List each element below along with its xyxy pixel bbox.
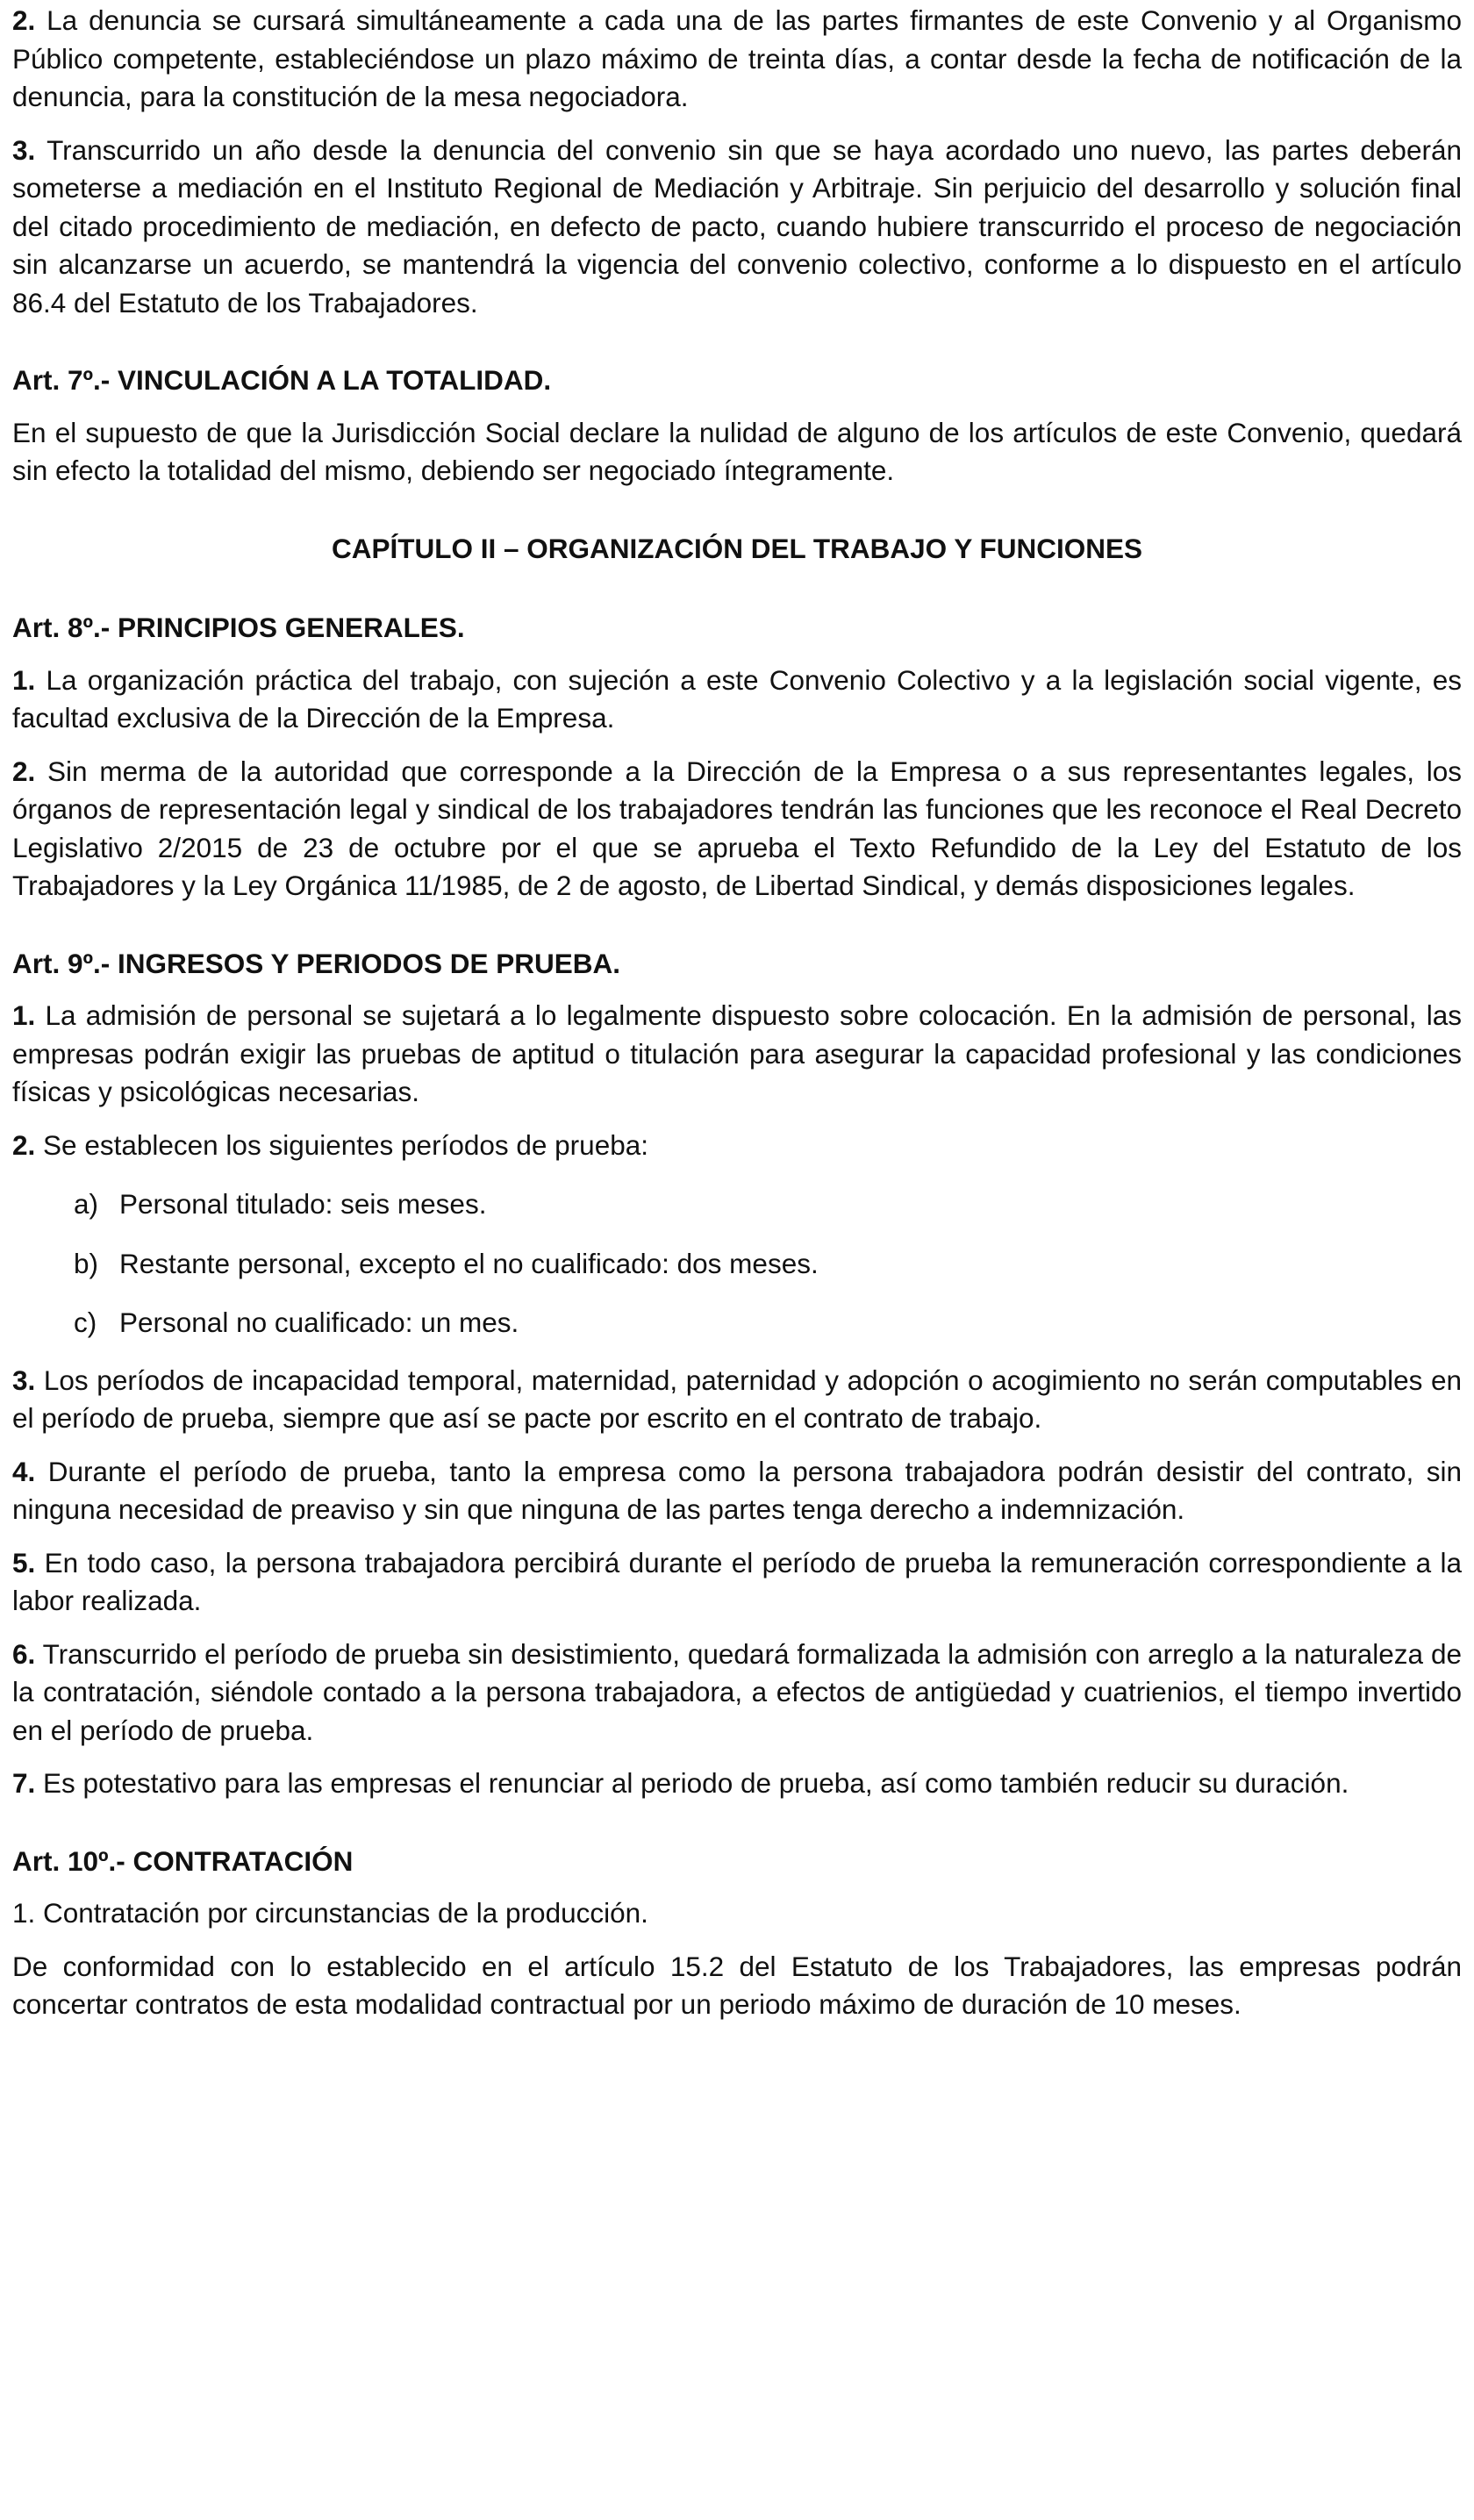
paragraph-number: 4. xyxy=(12,1455,36,1487)
article-8-title: Art. 8º.- PRINCIPIOS GENERALES. xyxy=(12,612,465,643)
article-9-paragraph-1 xyxy=(12,997,1462,1112)
paragraph-number: 1. xyxy=(12,663,36,696)
list-item-text: Personal titulado: seis meses. xyxy=(119,1188,487,1220)
list-item-letter: c) xyxy=(74,1307,97,1338)
article-10-paragraph-2: De conformidad con lo establecido en el artículo 15.2 del Estatuto de los Trabajadores, las empresas podrán concertar contratos de esta modalidad contractual por un periodo máximo de duración de 10 meses. xyxy=(12,1950,1462,2020)
article-9-paragraph-3 xyxy=(12,1362,1462,1438)
article-9-paragraph-4 xyxy=(12,1453,1462,1529)
article-10-title: Art. 10º.- CONTRATACIÓN xyxy=(12,1844,354,1877)
list-item-letter: b) xyxy=(74,1247,99,1279)
article-9-paragraph-7 xyxy=(12,1765,1462,1803)
paragraph-number: 2. xyxy=(12,4,36,36)
chapter-2-title: CAPÍTULO II – ORGANIZACIÓN DEL TRABAJO Y FUNCIONES xyxy=(331,532,1143,564)
article-9-paragraph-6 xyxy=(12,1636,1462,1750)
paragraph-text: Transcurrido un año desde la denuncia del convenio sin que se haya acordado uno nuevo, las partes deberán someterse a mediación en el Instituto Regional de Mediación y Arbitraje. Sin perjuicio del desarrollo y solución final del citado procedimiento de mediación, en defecto de pacto, cuando hubiere transcurrido el proceso de negociación sin alcanzarse un acuerdo, se mantendrá la vigencia del convenio colectivo, conforme a lo dispuesto en el artículo 86.4 del Estatuto de los Trabajadores. xyxy=(12,133,1462,319)
article-8-paragraph-2 xyxy=(12,753,1462,906)
list-item xyxy=(12,1185,1462,1224)
article-7-title: Art. 7º.- VINCULACIÓN A LA TOTALIDAD. xyxy=(12,364,552,396)
paragraph-text: Durante el período de prueba, tanto la empresa como la persona trabajadora podrán desistir del contrato, sin ninguna necesidad de preaviso y sin que ninguna de las partes tenga derecho a indemnización. xyxy=(12,1455,1462,1525)
paragraph-text: Sin merma de la autoridad que corresponde a la Dirección de la Empresa o a sus representantes legales, los órganos de representación legal y sindical de los trabajadores tendrán las funciones que les reconoce el Real Decreto Legislativo 2/2015 de 23 de octubre por el que se aprueba el Texto Refundido de la Ley del Estatuto de los Trabajadores y la Ley Orgánica 11/1985, de 2 de agosto, de Libertad Sindical, y demás disposiciones legales. xyxy=(12,755,1462,901)
list-item-text: Personal no cualificado: un mes. xyxy=(119,1307,519,1338)
paragraph-text: Se establecen los siguientes períodos de prueba: xyxy=(35,1128,649,1161)
paragraph-number: 2. xyxy=(12,1128,36,1161)
paragraph-prev-3 xyxy=(12,132,1462,323)
article-9-title: Art. 9º.- INGRESOS Y PERIODOS DE PRUEBA. xyxy=(12,947,620,979)
paragraph-number: 3. xyxy=(12,1364,36,1396)
paragraph-number: 1. xyxy=(12,999,36,1031)
paragraph-text: En todo caso, la persona trabajadora percibirá durante el período de prueba la remuneración correspondiente a la labor realizada. xyxy=(12,1546,1462,1616)
paragraph-text: La organización práctica del trabajo, con sujeción a este Convenio Colectivo y a la legislación social vigente, es facultad exclusiva de la Dirección de la Empresa. xyxy=(12,663,1462,734)
list-item-letter: a) xyxy=(74,1188,99,1220)
article-7-text: En el supuesto de que la Jurisdicción Social declare la nulidad de alguno de los artículos de este Convenio, quedará sin efecto la totalidad del mismo, debiendo ser negociado íntegramente. xyxy=(12,416,1462,486)
document-page xyxy=(12,0,1462,2024)
paragraph-text: La denuncia se cursará simultáneamente a cada una de las partes firmantes de este Convenio y al Organismo Público competente, estableciéndose un plazo máximo de treinta días, a contar desde la fecha de notificación de la denuncia, para la constitución de la mesa negociadora. xyxy=(12,4,1462,112)
paragraph-number: 2. xyxy=(12,755,36,787)
list-item xyxy=(12,1245,1462,1284)
paragraph-number: 6. xyxy=(12,1637,36,1670)
article-10-paragraph-1: 1. Contratación por circunstancias de la producción. xyxy=(12,1897,648,1929)
paragraph-number: 3. xyxy=(12,133,36,166)
paragraph-prev-2 xyxy=(12,2,1462,117)
article-9-paragraph-2 xyxy=(12,1127,1462,1165)
list-item-text: Restante personal, excepto el no cualificado: dos meses. xyxy=(119,1247,819,1279)
list-item xyxy=(12,1304,1462,1342)
paragraph-text: Es potestativo para las empresas el renunciar al periodo de prueba, así como también reducir su duración. xyxy=(35,1767,1349,1799)
paragraph-text: Los períodos de incapacidad temporal, maternidad, paternidad y adopción o acogimiento no serán computables en el período de prueba, siempre que así se pacte por escrito en el contrato de trabajo. xyxy=(12,1364,1462,1434)
article-9-paragraph-5 xyxy=(12,1544,1462,1621)
paragraph-number: 5. xyxy=(12,1546,36,1579)
paragraph-text: La admisión de personal se sujetará a lo legalmente dispuesto sobre colocación. En la admisión de personal, las empresas podrán exigir las pruebas de aptitud o titulación para asegurar la capacidad profesional y las condiciones físicas y psicológicas necesarias. xyxy=(12,999,1462,1107)
paragraph-text: Transcurrido el período de prueba sin desistimiento, quedará formalizada la admisión con arreglo a la naturaleza de la contratación, siéndole contado a la persona trabajadora, a efectos de antigüedad y cuatrienios, el tiempo invertido en el período de prueba. xyxy=(12,1637,1462,1746)
paragraph-number: 7. xyxy=(12,1767,36,1799)
article-8-paragraph-1 xyxy=(12,662,1462,738)
